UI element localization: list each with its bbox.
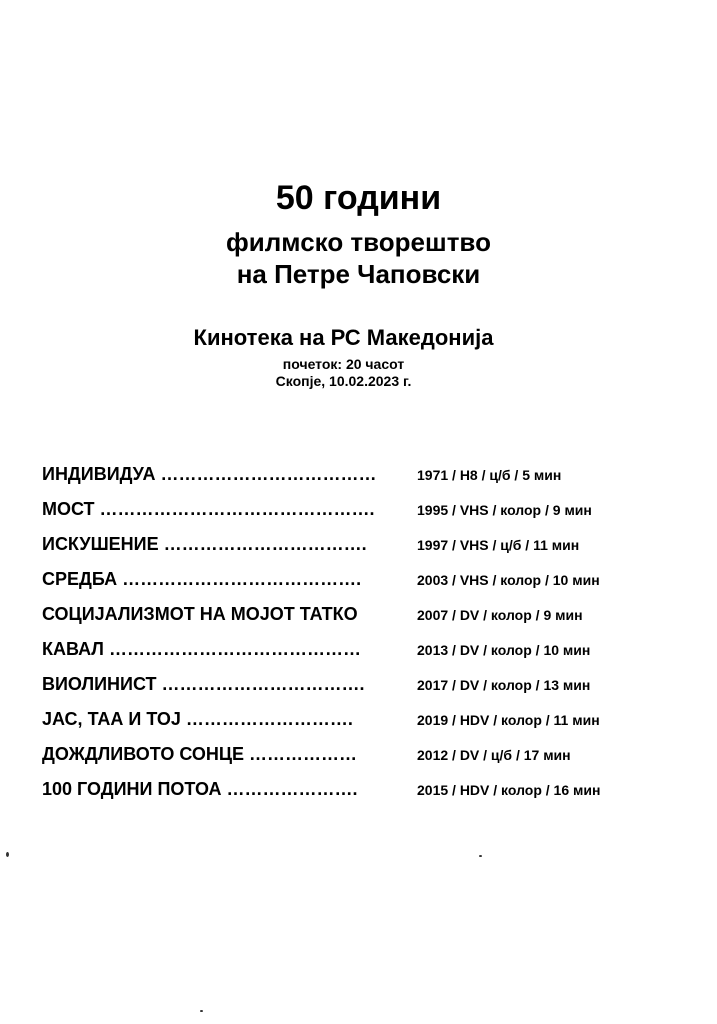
- film-title: ИСКУШЕНИЕ …………………………….: [42, 534, 367, 554]
- film-row: [42, 459, 682, 494]
- film-row: [42, 774, 682, 809]
- film-title: 100 ГОДИНИ ПОТОА ………………….: [42, 779, 358, 799]
- film-title: МОСТ ……………………………………….: [42, 499, 375, 519]
- start-time: почеток: 20 часот: [282, 356, 405, 372]
- film-row: [42, 634, 682, 669]
- film-title: ДОЖДЛИВОТО СОНЦЕ ………………: [42, 744, 358, 764]
- film-title: СРЕДБА ………………………………….: [42, 569, 362, 589]
- film-title: ЈАС, ТАА И ТОЈ ……………………….: [42, 709, 353, 729]
- film-info: 2012 / DV / ц/б / 17 мин: [417, 747, 571, 763]
- film-row: [42, 494, 682, 529]
- film-title: СОЦИЈАЛИЗМОТ НА МОЈОТ ТАТКО: [42, 604, 358, 624]
- film-info: 2003 / VHS / колор / 10 мин: [417, 572, 600, 588]
- film-title: ВИОЛИНИСТ …………………………….: [42, 674, 365, 694]
- scan-speck: [200, 1010, 203, 1012]
- film-row: [42, 564, 682, 599]
- film-title: ИНДИВИДУА ………………………………: [42, 464, 377, 484]
- film-info: 1995 / VHS / колор / 9 мин: [417, 502, 592, 518]
- film-row: [42, 599, 682, 634]
- film-info: 1997 / VHS / ц/б / 11 мин: [417, 537, 580, 553]
- film-title: КАВАЛ ……………………………………: [42, 639, 361, 659]
- film-list: [42, 459, 682, 809]
- film-info: 2019 / HDV / колор / 11 мин: [417, 712, 600, 728]
- film-info: 2015 / HDV / колор / 16 мин: [417, 782, 601, 798]
- film-info: 1971 / H8 / ц/б / 5 мин: [417, 467, 562, 483]
- film-row: [42, 739, 682, 774]
- scan-speck: [479, 855, 482, 857]
- organizer-heading: Кинотека на РС Македонија: [193, 325, 494, 350]
- place-date: Скопје, 10.02.2023 г.: [275, 373, 412, 389]
- page-subtitle-line1: филмско творештво: [226, 227, 491, 257]
- film-row: [42, 529, 682, 564]
- film-row: [42, 704, 682, 739]
- film-info: 2017 / DV / колор / 13 мин: [417, 677, 591, 693]
- page-subtitle-line2: на Петре Чаповски: [236, 259, 481, 289]
- film-info: 2007 / DV / колор / 9 мин: [417, 607, 583, 623]
- scan-speck: [6, 852, 9, 857]
- page-title: 50 години: [275, 179, 442, 217]
- film-row: [42, 669, 682, 704]
- film-info: 2013 / DV / колор / 10 мин: [417, 642, 591, 658]
